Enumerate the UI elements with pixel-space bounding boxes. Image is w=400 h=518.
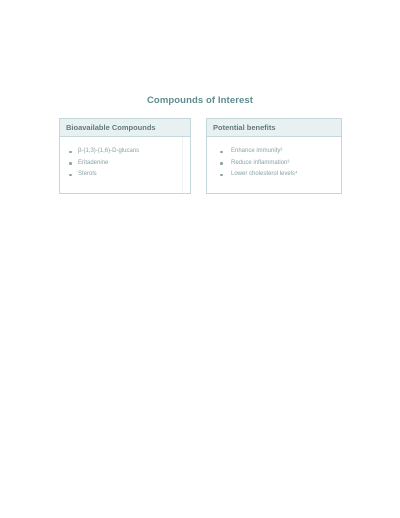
list-item bbox=[60, 146, 182, 158]
list-item-label: Eritadenine bbox=[78, 159, 109, 166]
bullet-icon bbox=[220, 162, 223, 165]
list-item bbox=[207, 158, 341, 170]
list-item-label: Reduce inflammation³ bbox=[231, 159, 290, 166]
bullet-icon bbox=[69, 174, 72, 177]
list-item-label: Sterols bbox=[78, 171, 97, 177]
bullet-icon bbox=[220, 174, 223, 177]
bioavailable-compounds-card bbox=[59, 118, 191, 194]
list-item-label: Lower cholesterol levels⁴ bbox=[231, 171, 298, 177]
list-item bbox=[60, 169, 182, 181]
page-title: Compounds of Interest bbox=[146, 95, 254, 106]
list-item bbox=[60, 158, 182, 170]
potential-benefits-card bbox=[206, 118, 342, 194]
bullet-icon bbox=[69, 151, 72, 154]
bullet-icon bbox=[69, 162, 72, 165]
list-item bbox=[207, 169, 341, 181]
card-header-compounds: Bioavailable Compounds bbox=[60, 119, 190, 137]
benefits-list bbox=[207, 146, 341, 181]
compounds-list bbox=[60, 146, 182, 181]
list-item-label: β-(1,3)-(1,6)-D-glucans bbox=[78, 148, 140, 154]
card-header-benefits: Potential benefits bbox=[207, 119, 341, 137]
list-item bbox=[207, 146, 341, 158]
list-item-label: Enhance immunity² bbox=[231, 148, 283, 154]
bullet-icon bbox=[220, 151, 223, 154]
